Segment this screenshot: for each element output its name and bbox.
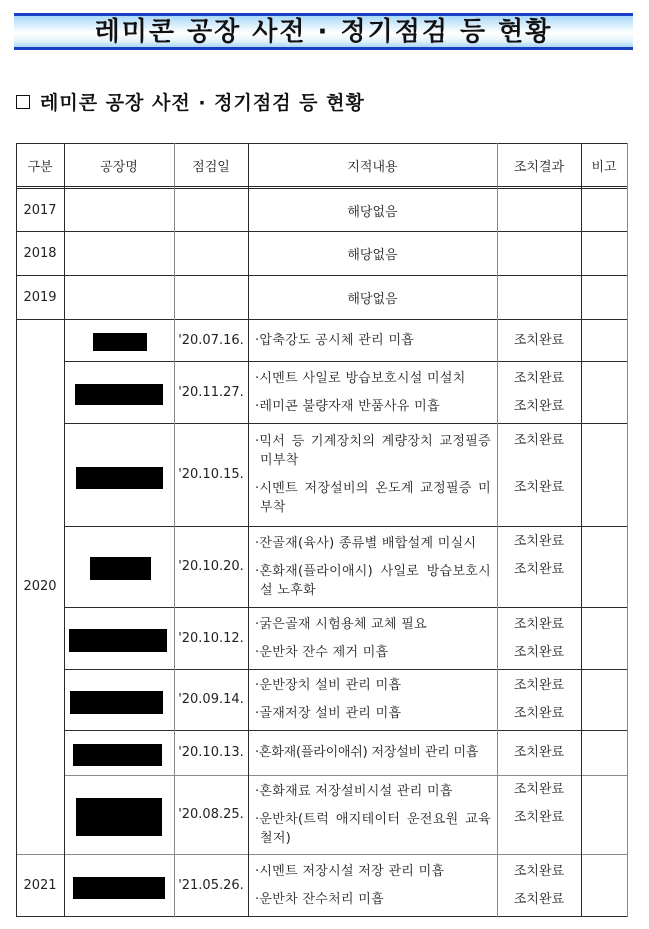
section-heading	[16, 88, 365, 115]
result-status: 조치완료	[513, 332, 565, 348]
result-cell	[497, 669, 581, 730]
finding-item: ·운반장치 설비 관리 미흡	[255, 678, 402, 693]
result-cell	[497, 361, 581, 423]
finding-item: ·혼화재(플라이애쉬) 저장설비 관리 미흡	[255, 745, 479, 760]
header-factory: 공장명	[100, 159, 138, 175]
result-cell	[497, 526, 581, 607]
header-date: 점검일	[192, 159, 230, 175]
finding-item: ·혼화재(플라이애시) 사일로 방습보호시설 노후화	[255, 563, 491, 598]
finding-item: ·시멘트 저장설비의 온도계 교정필증 미부착	[255, 481, 491, 515]
finding-cell	[248, 361, 497, 423]
finding-item: ·시멘트 사일로 방습보호시설 미설치	[255, 370, 466, 386]
finding-cell: 해당없음	[347, 291, 398, 307]
result-cell	[497, 854, 581, 916]
section-title: 레미콘 공장 사전 · 정기점검 등 현황	[40, 92, 365, 114]
date-cell: '20.11.27.	[178, 384, 244, 400]
date-cell: '20.10.20.	[178, 559, 244, 574]
header-note: 비고	[591, 159, 617, 175]
header-category: 구분	[27, 159, 53, 175]
redacted-factory-name	[93, 333, 147, 351]
finding-cell: 해당없음	[347, 204, 398, 220]
finding-item: ·운반차 잔수처리 미흡	[255, 891, 385, 907]
finding-item: ·골재저장 설비 관리 미흡	[255, 706, 402, 721]
result-status: 조치완료	[513, 810, 565, 825]
col-divider	[64, 143, 65, 917]
result-status: 조치완료	[513, 534, 565, 549]
result-status: 조치완료	[513, 644, 565, 660]
year-cell: 2019	[23, 289, 57, 305]
result-status: 조치완료	[513, 433, 565, 448]
header-findings: 지적내용	[347, 159, 398, 175]
finding-item: ·잔골재(육사) 종류별 배합설계 미실시	[255, 535, 477, 551]
date-cell: '20.07.16.	[178, 332, 244, 348]
finding-cell	[248, 526, 497, 607]
result-status: 조치완료	[513, 398, 565, 414]
result-status: 조치완료	[513, 782, 565, 797]
year-cell-2021: 2021	[23, 877, 57, 893]
date-cell: '21.05.26.	[178, 877, 244, 893]
result-status: 조치완료	[513, 891, 565, 907]
finding-item: ·혼화재료 저장설비시설 관리 미흡	[255, 783, 453, 799]
result-cell	[497, 730, 581, 775]
finding-cell	[248, 854, 497, 916]
redacted-factory-name	[90, 557, 151, 580]
finding-cell	[248, 669, 497, 730]
redacted-factory-name	[76, 798, 162, 836]
table-border-right	[627, 143, 628, 917]
finding-item: ·시멘트 저장시설 저장 관리 미흡	[255, 863, 445, 879]
result-status: 조치완료	[513, 678, 565, 693]
finding-item: ·압축강도 공시체 관리 미흡	[255, 332, 415, 348]
redacted-factory-name	[76, 467, 163, 489]
result-status: 조치완료	[513, 863, 565, 879]
year-cell: 2018	[23, 245, 57, 261]
result-status: 조치완료	[513, 706, 565, 721]
date-cell: '20.10.15.	[178, 467, 244, 482]
result-cell	[497, 607, 581, 669]
title-banner	[14, 13, 633, 50]
redacted-factory-name	[75, 384, 163, 405]
date-cell: '20.10.13.	[178, 745, 244, 760]
finding-cell	[248, 423, 497, 526]
finding-item: ·믹서 등 기계장치의 계량장치 교정필증 미부착	[255, 434, 491, 468]
date-cell: '20.08.25.	[178, 807, 244, 822]
date-cell: '20.10.12.	[178, 630, 244, 646]
table-border-bottom	[16, 916, 628, 917]
result-status: 조치완료	[513, 745, 565, 760]
redacted-factory-name	[70, 691, 163, 714]
header-result: 조치결과	[513, 159, 565, 175]
result-cell	[497, 775, 581, 854]
inspection-table	[16, 143, 628, 917]
finding-cell	[248, 775, 497, 854]
square-bullet-icon	[16, 95, 30, 109]
finding-cell	[248, 319, 497, 361]
year-cell: 2017	[23, 202, 57, 218]
finding-cell: 해당없음	[347, 247, 398, 263]
result-cell	[497, 423, 581, 526]
finding-item: ·레미콘 불량자재 반품사유 미흡	[255, 398, 440, 414]
redacted-factory-name	[73, 877, 165, 899]
redacted-factory-name	[73, 744, 162, 766]
date-cell: '20.09.14.	[178, 692, 244, 707]
year-cell-2020: 2020	[23, 579, 57, 594]
result-status: 조치완료	[513, 616, 565, 632]
finding-item: ·운반차(트럭 애지테이터 운전요원 교육철저)	[255, 811, 491, 846]
result-cell	[497, 319, 581, 361]
col-divider	[581, 143, 582, 917]
finding-item: ·굵은골재 시험용체 교체 필요	[255, 616, 428, 632]
finding-item: ·운반차 잔수 제거 미흡	[255, 644, 389, 660]
result-status: 조치완료	[513, 370, 565, 386]
finding-cell	[248, 730, 497, 775]
redacted-factory-name	[69, 629, 167, 652]
result-status: 조치완료	[513, 480, 565, 495]
finding-cell	[248, 607, 497, 669]
banner-title: 레미콘 공장 사전 · 정기점검 등 현황	[94, 16, 553, 47]
result-status: 조치완료	[513, 562, 565, 577]
